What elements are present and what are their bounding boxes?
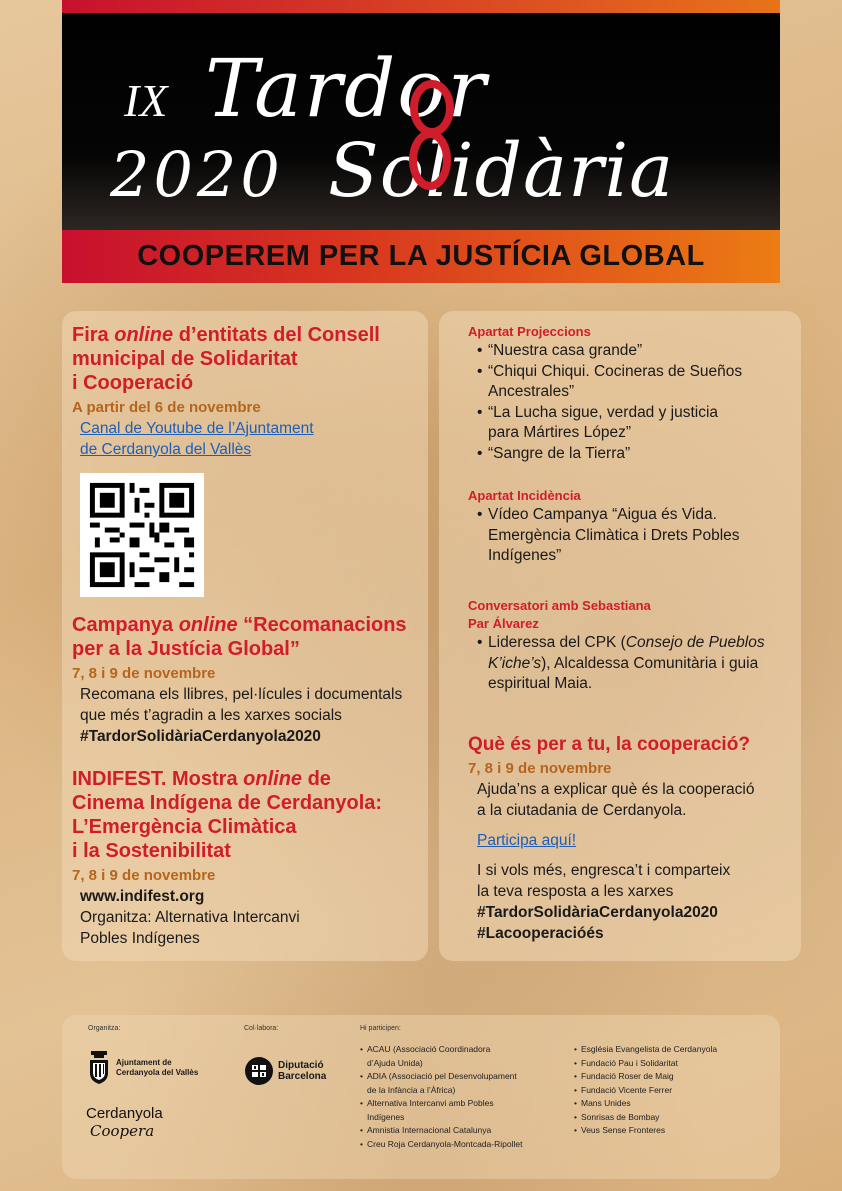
list-item-text: Fundació Pau i Solidaritat bbox=[581, 1057, 678, 1068]
campanya-title: Campanya online “Recomanacions per a la Justícia Global” bbox=[72, 614, 407, 660]
entity-item bbox=[574, 1124, 774, 1138]
hashtag-tardor: #TardorSolidàriaCerdanyola2020 bbox=[477, 904, 718, 921]
entity-item bbox=[574, 1043, 774, 1057]
projeccio-item bbox=[468, 444, 798, 465]
projeccio-item bbox=[468, 362, 798, 403]
incidencia-title: Apartat Incidència bbox=[468, 488, 581, 503]
colabora-label: Col·labora: bbox=[244, 1025, 279, 1032]
campanya-hashtag: #TardorSolidàriaCerdanyola2020 bbox=[80, 728, 321, 745]
city-shield-icon bbox=[88, 1051, 110, 1085]
entities-list-2 bbox=[574, 1043, 774, 1138]
hashtag-cooperacio: #Lacooperacióés bbox=[477, 925, 604, 942]
title-word-tardor: Tardor bbox=[205, 42, 488, 135]
ajuntament-logo: Ajuntament de Cerdanyola del Vallès bbox=[88, 1051, 198, 1085]
incidencia-section bbox=[468, 487, 798, 567]
conversatori-section bbox=[468, 597, 798, 695]
indifest-date: 7, 8 i 9 de novembre bbox=[72, 867, 216, 884]
qr-code-icon[interactable] bbox=[80, 473, 204, 597]
header-top-bar bbox=[62, 0, 780, 13]
campanya-section bbox=[72, 613, 422, 747]
list-item-text: Mans Unides bbox=[581, 1098, 631, 1108]
indifest-title: INDIFEST. Mostra online de Cinema Indígena de Cerdanyola: L’Emergència Climàtica i la Sostenibilitat bbox=[72, 768, 383, 862]
cooperacio-date: 7, 8 i 9 de novembre bbox=[468, 760, 612, 777]
entity-item bbox=[360, 1043, 565, 1070]
indifest-section bbox=[72, 767, 422, 949]
list-item-text: ACAU (Associació Coordinadora bbox=[367, 1044, 491, 1054]
fira-date: A partir del 6 de novembre bbox=[72, 399, 261, 416]
fira-title: Fira online d’entitats del Consell municipal de Solidaritat i Cooperació bbox=[72, 324, 380, 394]
list-item-text: “La Lucha sigue, verdad y justicia bbox=[488, 403, 719, 421]
entity-item bbox=[574, 1070, 774, 1084]
entity-item bbox=[360, 1070, 565, 1097]
projeccio-item bbox=[468, 341, 798, 362]
cooperacio-section bbox=[468, 733, 798, 944]
left-panel bbox=[62, 311, 428, 961]
list-item-text: “Nuestra casa grande” bbox=[488, 342, 643, 359]
slogan-banner bbox=[62, 230, 780, 283]
qr-code-graphic bbox=[80, 473, 204, 597]
projeccions-title: Apartat Projeccions bbox=[468, 324, 591, 339]
slogan-text: COOPEREM PER LA JUSTÍCIA GLOBAL bbox=[137, 240, 705, 272]
edition-number: IX bbox=[124, 75, 168, 126]
projeccions-section bbox=[468, 323, 798, 464]
diputacio-logo: Diputació Barcelona bbox=[245, 1057, 326, 1085]
indifest-website[interactable]: www.indifest.org bbox=[80, 888, 205, 905]
projeccions-list bbox=[468, 341, 798, 464]
list-item: • Vídeo Campanya “Aigua és Vida. Emergència Climàtica i Drets Pobles Indígenes” bbox=[468, 505, 798, 567]
list-item-text: Ancestrales” bbox=[488, 383, 575, 400]
diputacio-seal-icon bbox=[245, 1057, 273, 1085]
list-item-text: ADIA (Associació pel Desenvolupament bbox=[367, 1071, 517, 1081]
list-item-text: “Chiqui Chiqui. Cocineras de Sueños bbox=[488, 362, 743, 380]
list-item-text: Creu Roja Cerdanyola-Montcada-Ripollet bbox=[367, 1138, 523, 1149]
list-item-text: para Mártires López” bbox=[488, 424, 632, 441]
entity-item bbox=[360, 1138, 565, 1152]
poster-header bbox=[62, 0, 780, 283]
right-panel bbox=[439, 311, 801, 961]
cooperacio-title: Què és per a tu, la cooperació? bbox=[468, 734, 750, 755]
title-year: 2020 bbox=[110, 138, 284, 211]
entity-item bbox=[574, 1057, 774, 1071]
list-item: • Lideressa del CPK (Consejo de Pueblos K’iche’s), Alcaldessa Comunitària i guia espiritual Maia. bbox=[468, 633, 798, 695]
cooperacio-text: Ajuda’ns a explicar què és la cooperació a la ciutadania de Cerdanyola. bbox=[477, 781, 755, 819]
indifest-info: www.indifest.org Organitza: Alternativa Intercanvi Pobles Indígenes bbox=[80, 888, 300, 947]
campanya-date: 7, 8 i 9 de novembre bbox=[72, 665, 216, 682]
list-item-text: Veus Sense Fronteres bbox=[581, 1125, 666, 1135]
list-item-text: Sonrisas de Bombay bbox=[581, 1111, 660, 1122]
sponsors-panel bbox=[62, 1015, 780, 1179]
entity-item bbox=[360, 1124, 565, 1138]
fira-section bbox=[72, 323, 422, 460]
list-item-text: Fundació Roser de Maig bbox=[581, 1071, 674, 1081]
list-item-text: Fundació Vicente Ferrer bbox=[581, 1084, 673, 1095]
entity-item bbox=[574, 1111, 774, 1125]
youtube-channel-link[interactable]: Canal de Youtube de l’Ajuntament de Cerdanyola del Vallès bbox=[80, 420, 314, 458]
list-item-text: Alternativa Intercanvi amb Pobles bbox=[367, 1098, 494, 1108]
entity-item bbox=[360, 1097, 565, 1124]
cerdanyola-coopera-logo: Cerdanyola Coopera bbox=[86, 1105, 163, 1140]
list-item-text: d’Ajuda Unida) bbox=[367, 1057, 423, 1068]
projeccio-item bbox=[468, 403, 798, 444]
list-item-text: “Sangre de la Tierra” bbox=[488, 444, 631, 462]
conversatori-title: Conversatori amb Sebastiana Par Álvarez bbox=[468, 598, 651, 631]
participen-label: Hi participen: bbox=[360, 1025, 401, 1032]
entities-list-1 bbox=[360, 1043, 565, 1151]
campanya-text: Recomana els llibres, pel·lícules i documentals que més t’agradin a les xarxes socials #TardorSolidàriaCerdanyola2020 bbox=[80, 686, 403, 745]
entity-item bbox=[574, 1084, 774, 1098]
participa-link[interactable]: Participa aquí! bbox=[477, 832, 577, 849]
organitza-label: Organitza: bbox=[88, 1025, 121, 1032]
conversatori-list bbox=[468, 633, 798, 695]
linked-rings-icon bbox=[402, 78, 462, 198]
incidencia-list bbox=[468, 505, 798, 567]
list-item-text: Església Evangelista de Cerdanyola bbox=[581, 1044, 718, 1054]
list-item-text: Indígenes bbox=[367, 1111, 405, 1122]
cooperacio-share: I si vols més, engresca’t i comparteix la teva resposta a les xarxes #TardorSolidàriaCerdanyola2020 #Lacooperacióés bbox=[477, 862, 731, 942]
list-item-text: de la Infància a l’Àfrica) bbox=[367, 1084, 456, 1095]
title-word-solidaria: Solidària bbox=[328, 128, 675, 214]
list-item-text: Amnistia Internacional Catalunya bbox=[367, 1125, 492, 1135]
entity-item bbox=[574, 1097, 774, 1111]
